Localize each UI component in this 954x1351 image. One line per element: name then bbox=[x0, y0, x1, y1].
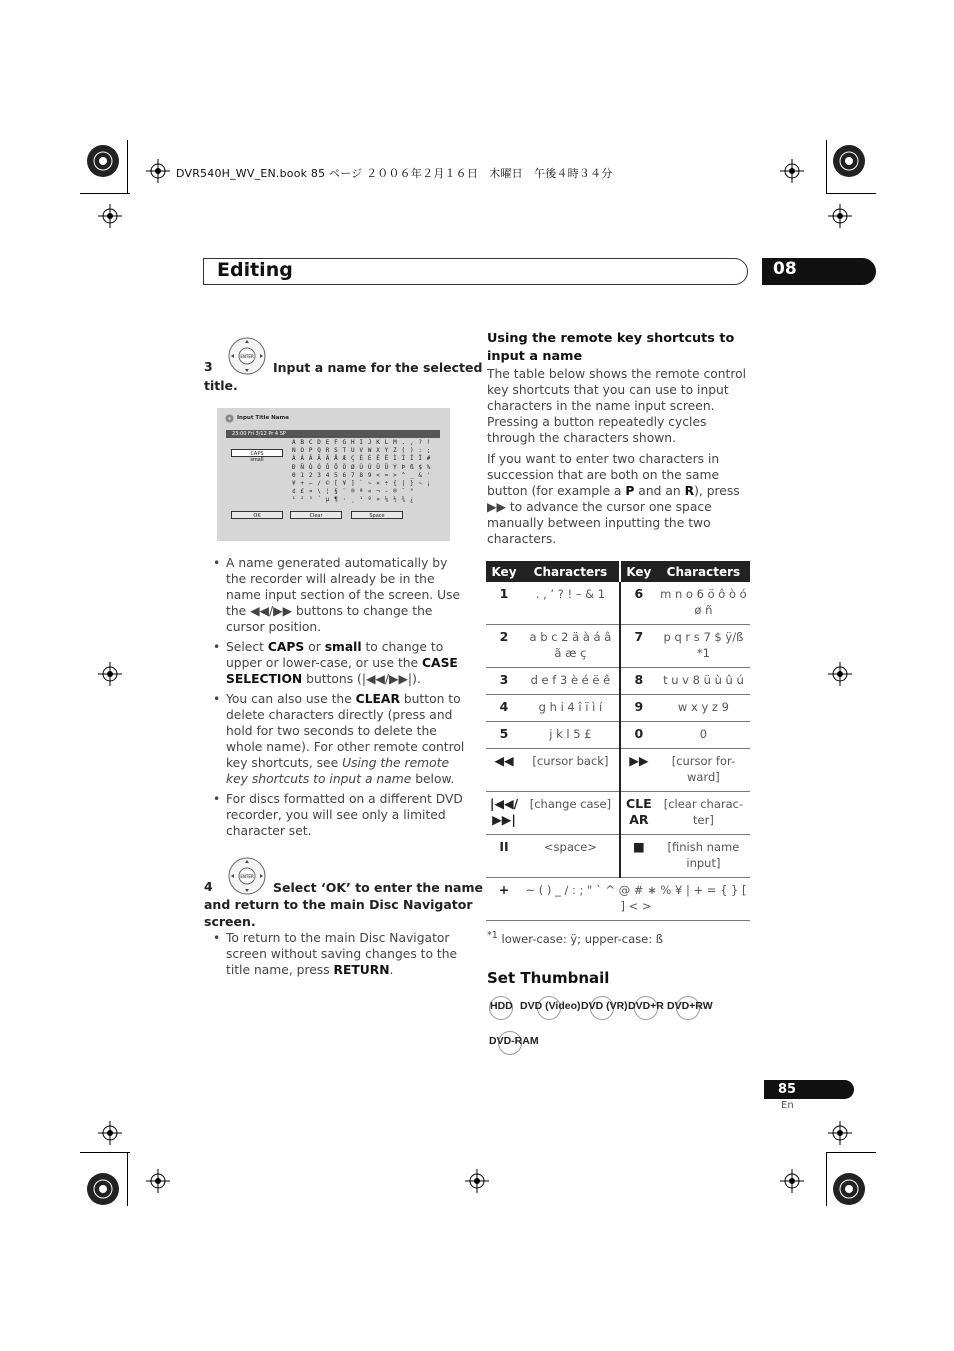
step-text: and return to the main Disc Navigator bbox=[204, 897, 473, 912]
registration-wheel-icon bbox=[86, 1172, 120, 1206]
step-text: title. bbox=[204, 378, 238, 393]
shortcuts-paragraph: If you want to enter two characters in succession that are both on the same button (for example a P and an R), press ▶▶ to advance the cursor one space manually between inputting the two characters. bbox=[487, 452, 740, 546]
table-row: 3 d e f 3 è é ë ê 8 t u v 8 ü ù û ú bbox=[486, 668, 750, 695]
jog-label: ENTER bbox=[240, 874, 254, 879]
shortcuts-paragraph: The table below shows the remote control key shortcuts that you can use to input characters in the name input screen. Pressing a button repeatedly cycles through the characters shown. bbox=[487, 367, 747, 445]
input-title-screen bbox=[217, 408, 450, 541]
disc-badge-dvd-ram: DVD-RAM bbox=[489, 1035, 539, 1047]
table-header: Key bbox=[620, 561, 657, 582]
crosshair-icon bbox=[98, 204, 122, 228]
table-row: 1 . , ’ ? ! – & 1 6 m n o 6 ö ô ò ó ø ñ bbox=[486, 582, 750, 625]
crosshair-icon bbox=[98, 1121, 122, 1145]
crosshair-icon bbox=[828, 1121, 852, 1145]
table-row: 5 j k l 5 £ 0 0 bbox=[486, 722, 750, 749]
crop-mark bbox=[826, 1152, 876, 1153]
crop-mark bbox=[826, 1152, 827, 1206]
screen-status-bar: 23:00 Fri 3/12 Pr 4 SP bbox=[226, 430, 440, 438]
caps-button[interactable]: CAPS bbox=[231, 449, 283, 457]
list-item: • You can also use the CLEAR button to delete characters directly (press and hold for two seconds to delete the whole name). For other remote control key shortcuts, see Using the remote key shortcuts to input a name below. bbox=[204, 691, 466, 787]
step-text: screen. bbox=[204, 914, 256, 929]
table-row: 4 g h i 4 î ï ì í 9 w x y z 9 bbox=[486, 695, 750, 722]
step3-notes bbox=[204, 555, 466, 843]
table-row: II <space> ■ [finish name input] bbox=[486, 835, 750, 878]
crosshair-icon bbox=[780, 1169, 804, 1193]
shortcuts-heading: Using the remote key shortcuts to input a name bbox=[487, 331, 735, 364]
list-item: • Select CAPS or small to change to upper or lower-case, or use the CASE SELECTION buttons (|◀◀/▶▶|). bbox=[204, 639, 466, 687]
page-language: En bbox=[781, 1100, 794, 1111]
crosshair-icon bbox=[146, 1169, 170, 1193]
step-text: Input a name for the selected bbox=[273, 360, 483, 375]
crop-mark bbox=[127, 140, 128, 194]
crosshair-icon bbox=[98, 662, 122, 686]
shortcut-table bbox=[486, 561, 750, 921]
ok-button[interactable]: OK bbox=[231, 511, 283, 519]
crosshair-icon bbox=[828, 204, 852, 228]
table-row: + ~ ( ) _ / : ; " ` ^ @ # ∗ % ¥ | + = { } [ ] < > bbox=[486, 878, 750, 921]
crosshair-icon bbox=[465, 1169, 489, 1193]
clear-button[interactable]: Clear bbox=[290, 511, 342, 519]
list-item: • A name generated automatically by the recorder will already be in the name input section of the screen. Use the ◀◀/▶▶ buttons to change the cursor position. bbox=[204, 555, 466, 635]
crop-mark bbox=[127, 1152, 128, 1206]
crop-mark bbox=[826, 193, 876, 194]
step-number: 4 bbox=[204, 879, 213, 894]
screen-title: Input Title Name bbox=[237, 415, 289, 421]
chapter-number: 08 bbox=[762, 258, 876, 285]
footnote: $^{*1}$ lower-case: ÿ; upper-case: ß bbox=[487, 930, 664, 946]
file-info-header: DVR540H_WV_EN.book 85 ページ ２００６年２月１６日 木曜日 午後４時３４分 bbox=[176, 167, 613, 180]
crosshair-icon bbox=[780, 159, 804, 183]
step-text: Select ‘OK’ to enter the name bbox=[273, 880, 483, 895]
step-number: 3 bbox=[204, 359, 213, 374]
table-header: Characters bbox=[657, 561, 750, 582]
registration-wheel-icon bbox=[832, 1172, 866, 1206]
disc-badge-dvd-vr: DVD (VR) bbox=[581, 1000, 628, 1012]
character-grid[interactable]: A B C D E F G H I J K L M . , ? ! N O P Q R S T U V W X Y Z ( ) : ; À Á Â Ã Ä Å Æ Ç È É Ê Ë Ì Í Î Ï # Ð Ñ Ò Ó Ô Õ Ö Ø Ù Ú Û Ü Ý Þ ß $ % 0 1 2 3 4 5 6 7 8 9 < = > ^ _ & ' ¥ + – / © [ ¥ ] ` ~ × ÷ { | } ~ ¡ ¢ £ ¤ \ ¦ § ¨ ® ª « ¬ - ® ¯ ° ¹ ² ³ ´ µ ¶ · ¸ ¹ º » ¼ ½ ¾ ¿ bbox=[292, 439, 432, 504]
disc-badge-hdd: HDD bbox=[490, 1000, 513, 1012]
table-row: |◀◀/ ▶▶| [change case] CLE AR [clear charac- ter] bbox=[486, 792, 750, 835]
disc-icon bbox=[225, 414, 234, 423]
step4-notes bbox=[204, 930, 466, 982]
disc-badge-dvd-video: DVD (Video) bbox=[520, 1000, 581, 1012]
crop-mark bbox=[826, 140, 827, 194]
registration-wheel-icon bbox=[832, 144, 866, 178]
crosshair-icon bbox=[828, 662, 852, 686]
list-item: • For discs formatted on a different DVD recorder, you will see only a limited character set. bbox=[204, 791, 466, 839]
jog-label: ENTER bbox=[240, 354, 254, 359]
space-button[interactable]: Space bbox=[351, 511, 403, 519]
crosshair-icon bbox=[146, 159, 170, 183]
table-header: Key bbox=[486, 561, 522, 582]
crop-mark bbox=[80, 193, 130, 194]
enter-jog-icon bbox=[228, 337, 266, 375]
disc-badge-dvd-rw: DVD+RW bbox=[667, 1000, 713, 1012]
small-button[interactable]: small bbox=[250, 457, 264, 463]
registration-wheel-icon bbox=[86, 144, 120, 178]
table-row: 2 a b c 2 ä à á â ã æ ç 7 p q r s 7 $ ÿ/ß *1 bbox=[486, 625, 750, 668]
crop-mark bbox=[80, 1152, 130, 1153]
table-header: Characters bbox=[522, 561, 620, 582]
set-thumbnail-heading: Set Thumbnail bbox=[487, 969, 610, 987]
table-row: ◀◀ [cursor back] ▶▶ [cursor for- ward] bbox=[486, 749, 750, 792]
section-title: Editing bbox=[217, 259, 293, 281]
enter-jog-icon bbox=[228, 857, 266, 895]
list-item: • To return to the main Disc Navigator screen without saving changes to the title name, press RETURN. bbox=[204, 930, 466, 978]
page-number: 85 bbox=[764, 1080, 854, 1099]
disc-badge-dvd-r: DVD+R bbox=[628, 1000, 664, 1012]
